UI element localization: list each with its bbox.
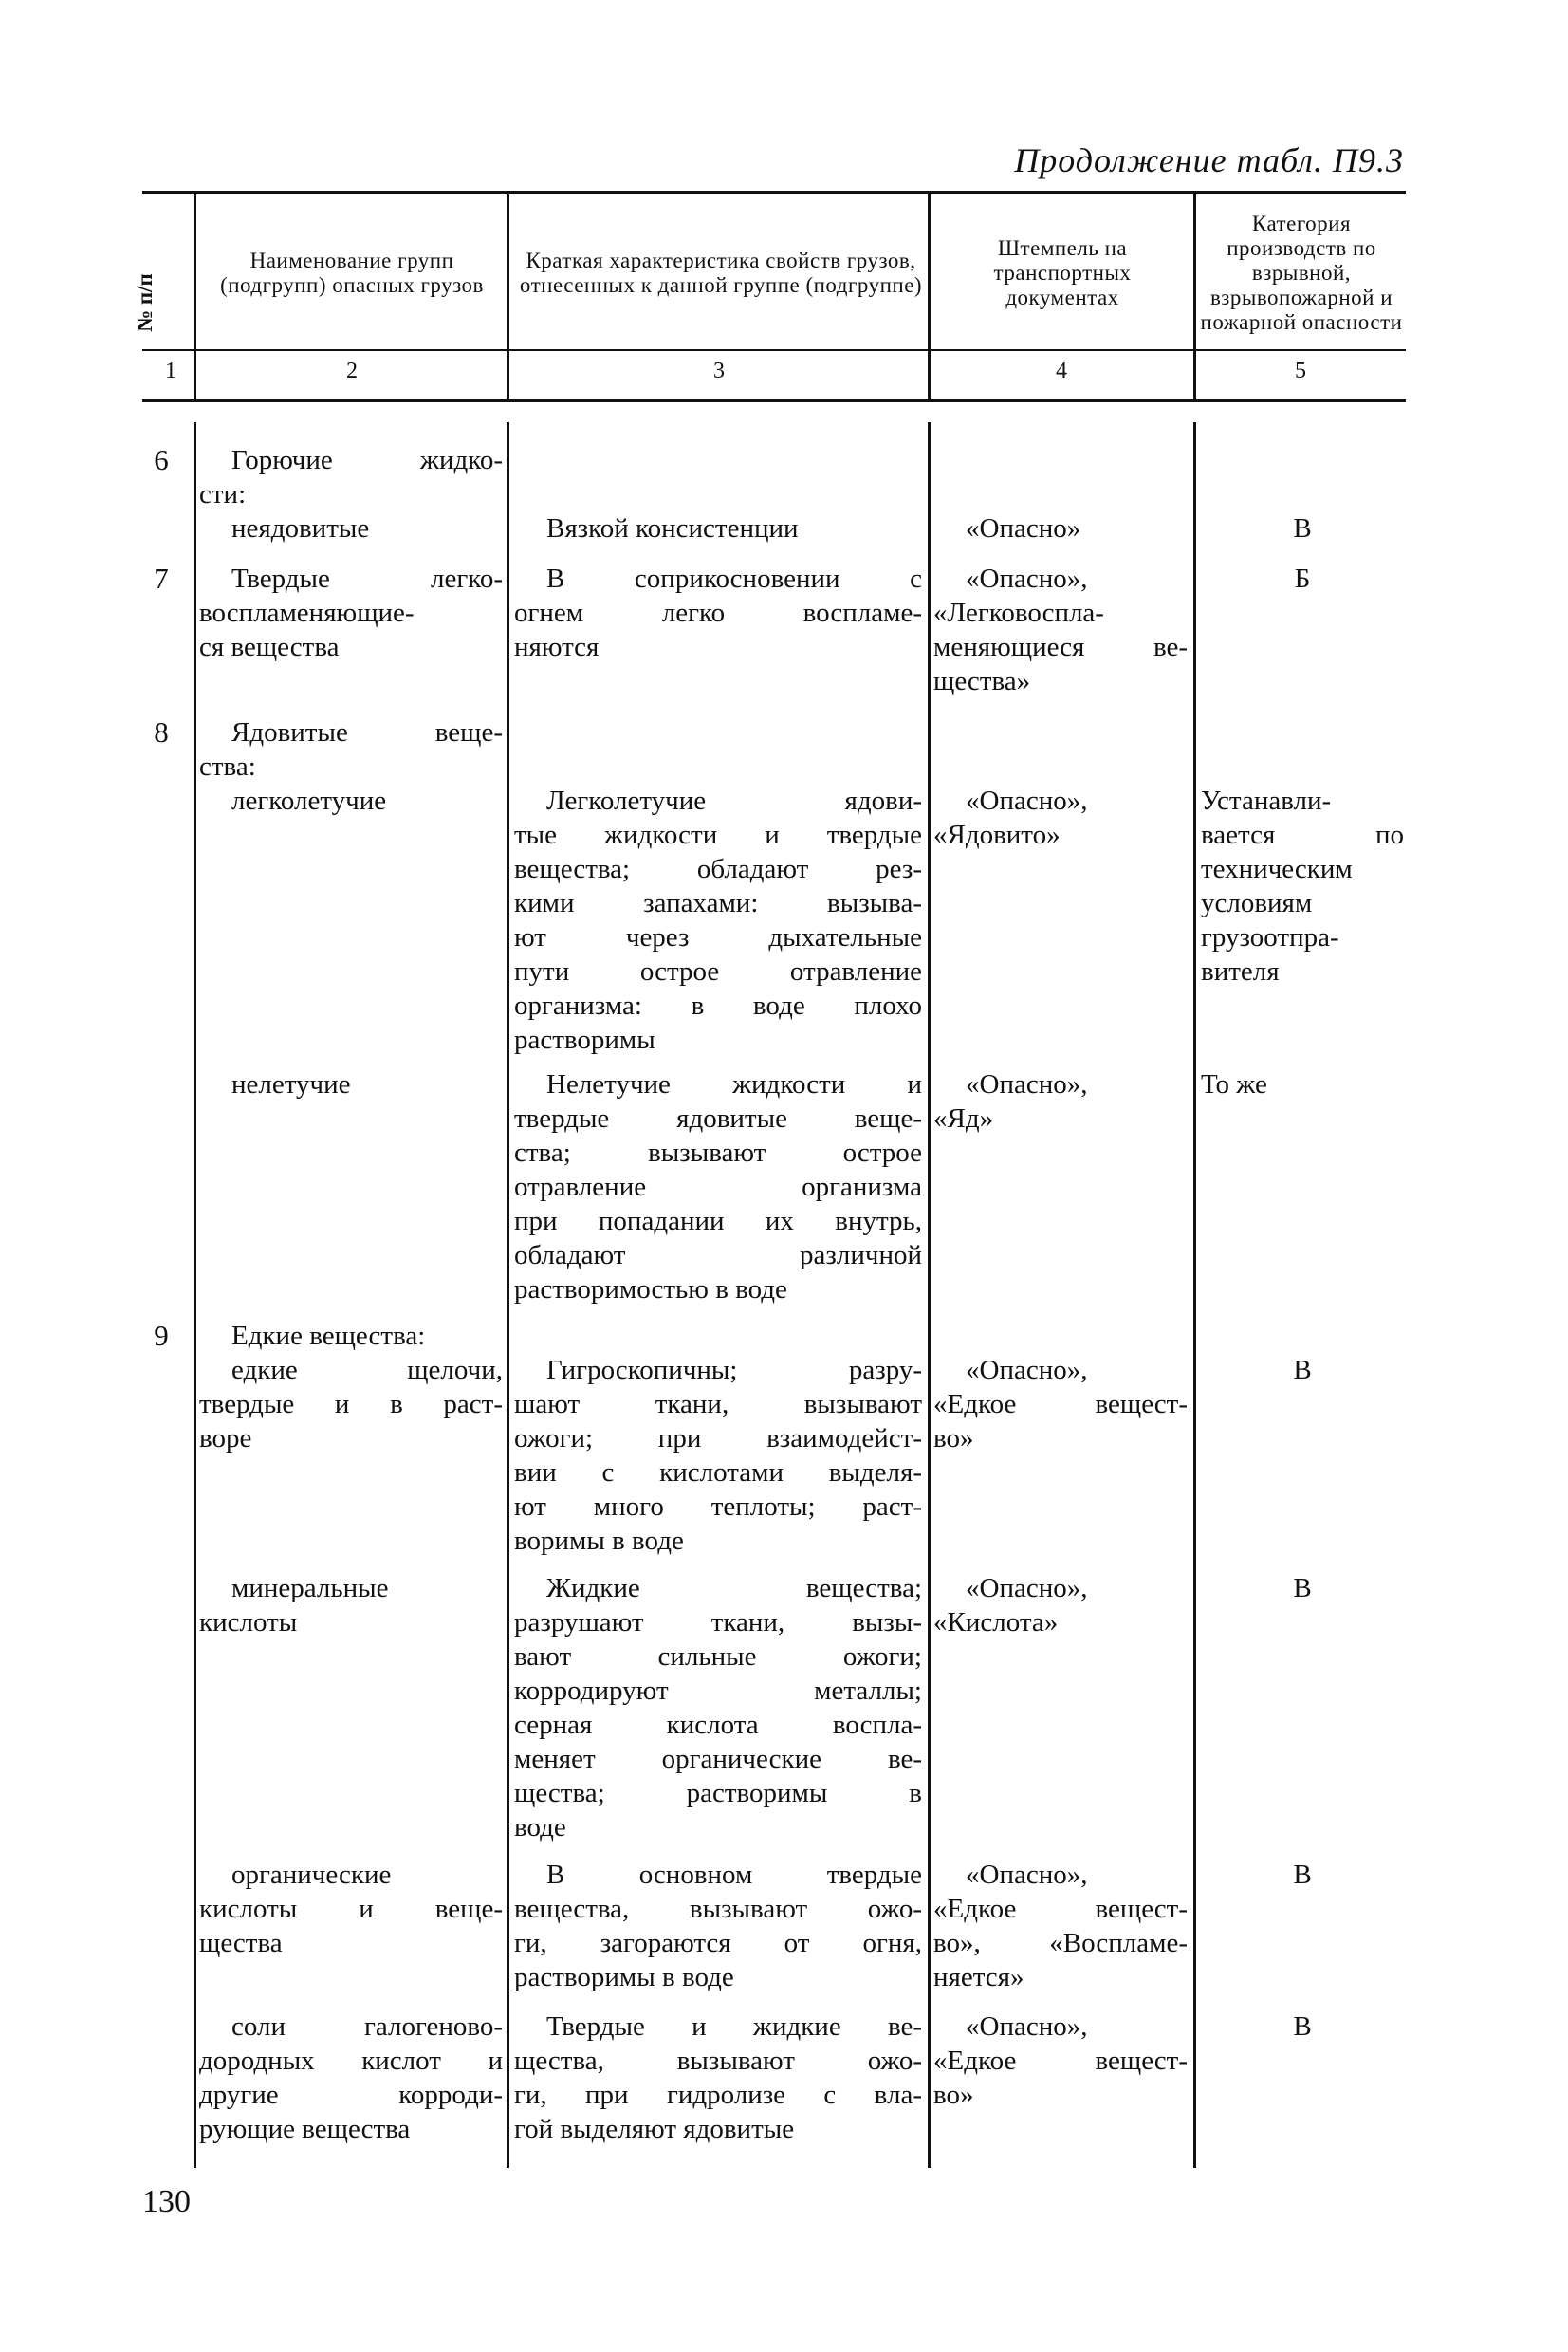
cell-line: меняет органические ве-: [514, 1744, 922, 1774]
cell-line: [933, 750, 1188, 784]
cell-line: едкие щелочи,: [231, 1355, 503, 1385]
cell-line: ги, при гидролизе с вла-: [514, 2080, 922, 2110]
col-divider: [928, 422, 931, 2168]
cell-line: Ядовитые веще-: [231, 717, 503, 748]
col-divider: [1193, 422, 1196, 2168]
cell-line: [514, 443, 922, 477]
cell-line: [1201, 477, 1404, 511]
cell-line: В соприкосновении с: [546, 564, 922, 594]
cell-line: ют через дыхательные: [514, 922, 922, 953]
cell-line: кислоты и веще-: [199, 1894, 503, 1924]
cell-line: серная кислота воспла-: [514, 1710, 922, 1740]
cell-line: условиям: [1201, 888, 1313, 918]
cell-line: [933, 1319, 1188, 1353]
header-top-rule: [142, 191, 1406, 194]
cell-line: «Едкое вещест-: [933, 2046, 1188, 2076]
cell-line: В: [1293, 1573, 1312, 1603]
header-col5: Категория производств по взрывной, взрывопожарной и пожарной опасности: [1200, 211, 1403, 334]
cell-line: «Опасно»,: [966, 1573, 1088, 1603]
cell-c2: [199, 1571, 503, 1639]
cell-line: тые жидкости и твердые: [514, 820, 922, 850]
col-divider: [194, 422, 196, 2168]
cell-line: дородных кислот и: [199, 2046, 503, 2076]
cell-line: няется»: [933, 1962, 1024, 1992]
cell-c5: [1201, 715, 1404, 989]
cell-line: [933, 443, 1188, 477]
cell-line: ся вещества: [199, 632, 340, 662]
table-continuation-title: Продолжение табл. П9.3: [1014, 141, 1404, 179]
cell-line: щества»: [933, 666, 1031, 696]
row-number: 8: [154, 715, 169, 749]
cell-line: [933, 715, 1188, 750]
cell-c4: [933, 1858, 1188, 1994]
cell-line: «Кислота»: [933, 1607, 1059, 1638]
row-number: 6: [154, 443, 169, 476]
cell-c4: [933, 443, 1188, 546]
cell-line: растворимы в воде: [514, 1962, 734, 1992]
cell-line: неядовитые: [231, 513, 370, 544]
cell-line: [514, 477, 922, 511]
cell-line: ства:: [199, 751, 256, 782]
cell-line: [1201, 750, 1404, 784]
cell-line: огнем легко воспламе-: [514, 598, 922, 628]
cell-c4: [933, 1571, 1188, 1639]
cell-c5: [1201, 1571, 1404, 1605]
cell-line: Устанавли-: [1201, 786, 1332, 816]
cell-line: ства; вызывают острое: [514, 1138, 922, 1168]
cell-line: щества, вызывают ожо-: [514, 2046, 922, 2076]
cell-line: Горючие жидко-: [231, 445, 503, 475]
cell-line: «Яд»: [933, 1103, 994, 1134]
cell-line: вещества; обладают рез-: [514, 854, 922, 884]
cell-line: ют много теплоты; раст-: [514, 1491, 922, 1522]
cell-c5: [1201, 1067, 1404, 1102]
header-col2: Наименование групп (подгрупп) опасных грузов: [220, 248, 484, 297]
column-number: 2: [346, 359, 358, 383]
cell-line: щества; растворимы в: [514, 1778, 922, 1808]
cell-line: разрушают ткани, вызы-: [514, 1607, 922, 1638]
cell-line: Гигроскопичны; разру-: [546, 1355, 922, 1385]
cell-line: [514, 1319, 922, 1353]
cell-c4: [933, 2009, 1188, 2112]
cell-line: вителя: [1201, 956, 1280, 987]
cell-line: техническим: [1201, 854, 1353, 884]
cell-line: меняющиеся ве-: [933, 632, 1188, 662]
cell-line: Легколетучие ядови-: [546, 786, 922, 816]
cell-line: кислоты: [199, 1607, 298, 1638]
cell-c2: [199, 1319, 503, 1455]
cell-line: воде: [514, 1812, 566, 1843]
cell-line: во»: [933, 1423, 974, 1454]
cell-line: отравление организма: [514, 1172, 922, 1202]
cell-line: нелетучие: [231, 1069, 351, 1100]
cell-line: минеральные: [231, 1573, 389, 1603]
cell-line: сти:: [199, 479, 247, 509]
cell-c3: [514, 562, 922, 664]
cell-line: обладают различной: [514, 1240, 922, 1270]
cell-line: кими запахами: вызыва-: [514, 888, 922, 918]
column-number: 1: [165, 359, 176, 383]
cell-line: ги, загораются от огня,: [514, 1928, 922, 1958]
cell-line: То же: [1201, 1069, 1267, 1100]
row-number: 9: [154, 1319, 169, 1352]
cell-c5: [1201, 562, 1404, 596]
cell-line: В: [1293, 2011, 1312, 2042]
cell-line: Жидкие вещества;: [546, 1573, 922, 1603]
cell-c4: [933, 562, 1188, 698]
col-divider: [507, 422, 509, 2168]
cell-line: [1201, 443, 1404, 477]
cell-line: воспламеняющие-: [199, 598, 415, 628]
cell-line: грузоотпра-: [1201, 922, 1339, 953]
cell-line: при попадании их внутрь,: [514, 1206, 922, 1236]
cell-line: легколетучие: [231, 786, 387, 816]
cell-line: «Опасно»: [966, 513, 1081, 544]
cell-line: шают ткани, вызывают: [514, 1389, 922, 1419]
cell-line: вают сильные ожоги;: [514, 1641, 922, 1672]
cell-c4: [933, 1067, 1188, 1136]
column-number: 3: [713, 359, 725, 383]
cell-line: воримы в воде: [514, 1526, 684, 1556]
column-number: 5: [1295, 359, 1306, 383]
cell-line: растворимы: [514, 1025, 655, 1055]
cell-line: рующие вещества: [199, 2114, 411, 2144]
cell-line: «Легковоспла-: [933, 598, 1104, 628]
cell-line: [1201, 715, 1404, 750]
cell-c5: [1201, 2009, 1404, 2044]
cell-line: «Едкое вещест-: [933, 1389, 1188, 1419]
column-number: 4: [1056, 359, 1067, 383]
page-number: 130: [142, 2184, 191, 2219]
cell-line: «Ядовито»: [933, 820, 1061, 850]
cell-line: вии с кислотами выделя-: [514, 1457, 922, 1488]
cell-line: «Опасно»,: [966, 1355, 1088, 1385]
cell-line: «Едкое вещест-: [933, 1894, 1188, 1924]
cell-line: В основном твердые: [546, 1860, 922, 1890]
cell-line: твердые и в раст-: [199, 1389, 503, 1419]
cell-line: корродируют металлы;: [514, 1676, 922, 1706]
col-divider: [507, 194, 509, 399]
col-divider: [928, 194, 931, 399]
cell-line: во»: [933, 2080, 974, 2110]
cell-line: Едкие вещества:: [231, 1321, 426, 1351]
cell-line: «Опасно»,: [966, 786, 1088, 816]
row-number: 7: [154, 562, 169, 595]
cell-line: воре: [199, 1423, 252, 1454]
cell-line: организма: в воде плохо: [514, 991, 922, 1021]
cell-c4: [933, 715, 1188, 852]
cell-line: В: [1293, 513, 1312, 544]
cell-c2: [199, 1067, 503, 1102]
cell-c3: [514, 1858, 922, 1994]
cell-line: Твердые и жидкие ве-: [546, 2011, 922, 2042]
cell-line: [1201, 1319, 1404, 1353]
cell-line: няются: [514, 632, 600, 662]
header-col1: № п/п: [133, 273, 157, 332]
cell-c2: [199, 715, 503, 818]
cell-line: [933, 477, 1188, 511]
cell-c4: [933, 1319, 1188, 1455]
cell-c2: [199, 2009, 503, 2146]
cell-line: во», «Воспламе-: [933, 1928, 1188, 1958]
cell-line: В: [1293, 1355, 1312, 1385]
cell-line: гой выделяют ядовитые: [514, 2114, 795, 2144]
col-divider: [194, 194, 196, 399]
cell-c5: [1201, 443, 1404, 546]
cell-line: твердые ядовитые веще-: [514, 1103, 922, 1134]
header-bottom-rule: [142, 399, 1406, 402]
cell-line: соли галогеново-: [231, 2011, 503, 2042]
cell-line: щества: [199, 1928, 283, 1958]
cell-c2: [199, 1858, 503, 1960]
cell-line: вещества, вызывают ожо-: [514, 1894, 922, 1924]
cell-line: Вязкой консистенции: [546, 513, 799, 544]
cell-c2: [199, 562, 503, 664]
cell-line: «Опасно»,: [966, 1069, 1088, 1100]
header-col3: Краткая характеристика свойств грузов, отнесенных к данной группе (подгруппе): [519, 248, 923, 297]
cell-line: вается по: [1201, 820, 1404, 850]
cell-line: пути острое отравление: [514, 956, 922, 987]
cell-c3: [514, 1571, 922, 1844]
cell-c3: [514, 1319, 922, 1558]
cell-c5: [1201, 1319, 1404, 1387]
cell-line: ожоги; при взаимодейст-: [514, 1423, 922, 1454]
cell-line: Б: [1294, 564, 1311, 594]
cell-c2: [199, 443, 503, 546]
cell-line: Нелетучие жидкости и: [546, 1069, 922, 1100]
cell-line: органические: [231, 1860, 392, 1890]
cell-line: В: [1293, 1860, 1312, 1890]
cell-c3: [514, 443, 922, 546]
cell-c3: [514, 2009, 922, 2146]
cell-line: «Опасно»,: [966, 2011, 1088, 2042]
cell-line: «Опасно»,: [966, 564, 1088, 594]
col-divider: [1193, 194, 1196, 399]
cell-c3: [514, 715, 922, 1057]
cell-line: [514, 750, 922, 784]
cell-line: другие корроди-: [199, 2080, 503, 2110]
cell-line: [514, 715, 922, 750]
cell-c3: [514, 1067, 922, 1306]
cell-line: растворимостью в воде: [514, 1274, 787, 1305]
header-col4: Штемпель на транспортных документах: [993, 235, 1132, 309]
cell-line: «Опасно»,: [966, 1860, 1088, 1890]
cell-c5: [1201, 1858, 1404, 1892]
cell-line: Твердые легко-: [231, 564, 503, 594]
